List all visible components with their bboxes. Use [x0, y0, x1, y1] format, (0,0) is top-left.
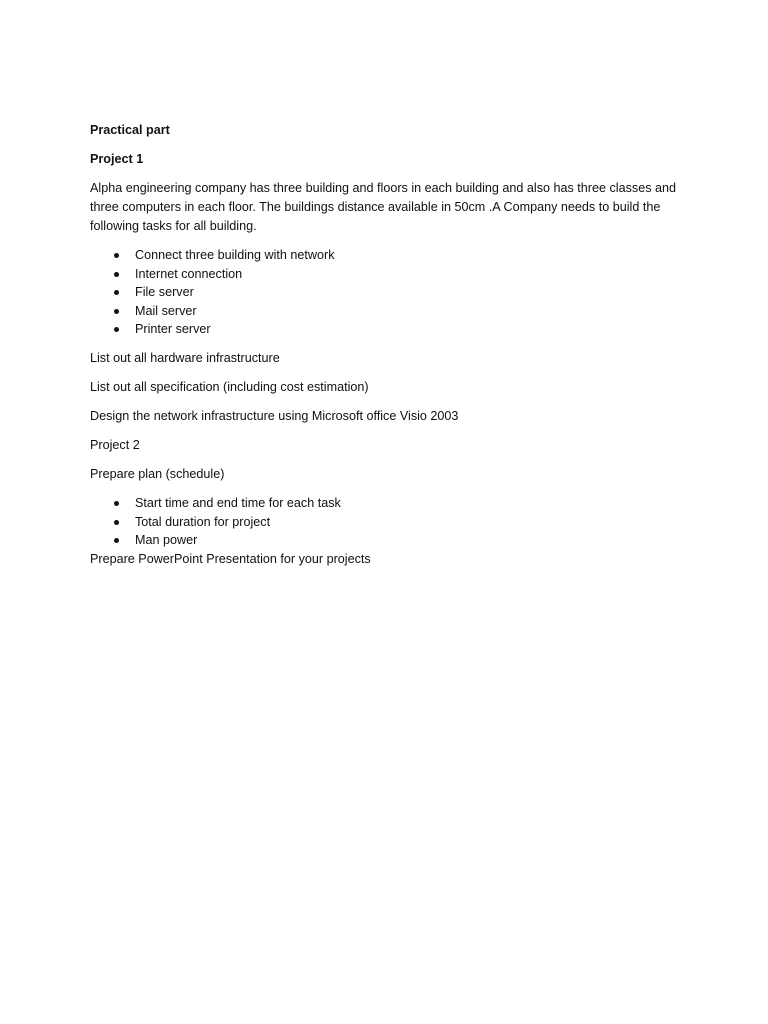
list-item [90, 283, 690, 302]
list-item [90, 531, 690, 550]
hardware-line: List out all hardware infrastructure [90, 350, 280, 365]
project-1-intro: Alpha engineering company has three building and floors in each building and also has three classes and three computers in each floor. The buildings distance available in 50cm .A Company needs to build the following tasks for all building. [90, 181, 677, 233]
bullet-icon [114, 327, 119, 332]
bullet-icon [114, 309, 119, 314]
bullet-icon [114, 520, 119, 525]
list-item-text: Internet connection [135, 266, 243, 281]
section-heading: Practical part [90, 123, 170, 137]
plan-list [90, 494, 690, 550]
list-item [90, 302, 690, 321]
specification-line: List out all specification (including cost estimation) [90, 379, 369, 394]
list-item [90, 494, 690, 513]
bullet-icon [114, 290, 119, 295]
list-item-text: Start time and end time for each task [135, 495, 341, 510]
list-item [90, 513, 690, 532]
project-1-title: Project 1 [90, 152, 144, 166]
project-2-title: Project 2 [90, 437, 140, 452]
list-item [90, 246, 690, 265]
plan-line: Prepare plan (schedule) [90, 466, 225, 481]
list-item-text: Printer server [135, 322, 211, 337]
design-line: Design the network infrastructure using Microsoft office Visio 2003 [90, 408, 459, 423]
list-item-text: Total duration for project [135, 514, 271, 529]
bullet-icon [114, 272, 119, 277]
list-item-text: Mail server [135, 303, 197, 318]
presentation-line: Prepare PowerPoint Presentation for your projects [90, 551, 371, 566]
list-item [90, 265, 690, 284]
bullet-icon [114, 501, 119, 506]
task-list [90, 246, 690, 339]
bullet-icon [114, 253, 119, 258]
list-item-text: File server [135, 285, 194, 300]
bullet-icon [114, 538, 119, 543]
list-item-text: Connect three building with network [135, 248, 335, 262]
document-body [90, 121, 690, 579]
list-item-text: Man power [135, 533, 198, 548]
list-item [90, 320, 690, 339]
